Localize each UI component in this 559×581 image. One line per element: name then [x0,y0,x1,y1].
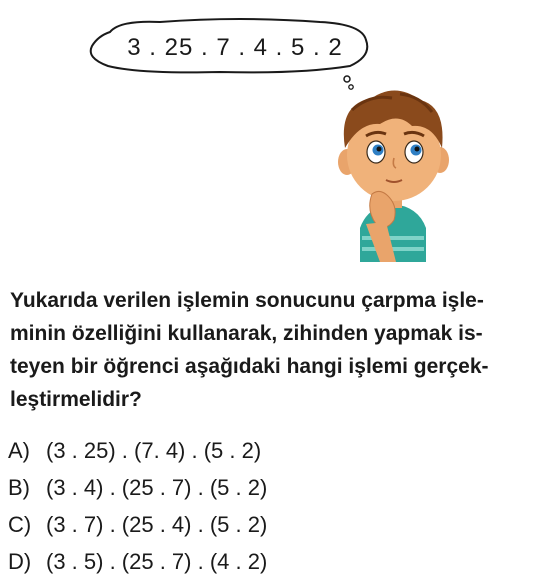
question-line: minin özelliğini kullanarak, zihinden yapmak is- [10,322,483,345]
thinking-boy-icon [338,90,449,262]
option-letter: C) [8,512,32,537]
option-d[interactable] [8,543,548,580]
question-line: Yukarıda verilen işlemin sonucunu çarpma işle- [10,289,484,312]
question-line: teyen bir öğrenci aşağıdaki hangi işlemi gerçek- [10,355,489,378]
thought-bubble-expression: 3 . 25 . 7 . 4 . 5 . 2 [127,34,343,61]
option-letter: D) [8,549,32,574]
question-text [10,284,550,416]
option-c[interactable] [8,506,548,543]
option-letter: A) [8,438,30,463]
option-b[interactable] [8,469,548,506]
option-a[interactable] [8,432,548,469]
option-letter: B) [8,475,30,500]
option-text: (3 . 7) . (25 . 4) . (5 . 2) [46,512,268,537]
option-text: (3 . 25) . (7. 4) . (5 . 2) [46,438,262,463]
answer-options [8,432,548,580]
option-text: (3 . 5) . (25 . 7) . (4 . 2) [46,549,268,574]
option-text: (3 . 4) . (25 . 7) . (5 . 2) [46,475,268,500]
question-line: leştirmelidir? [10,388,142,411]
